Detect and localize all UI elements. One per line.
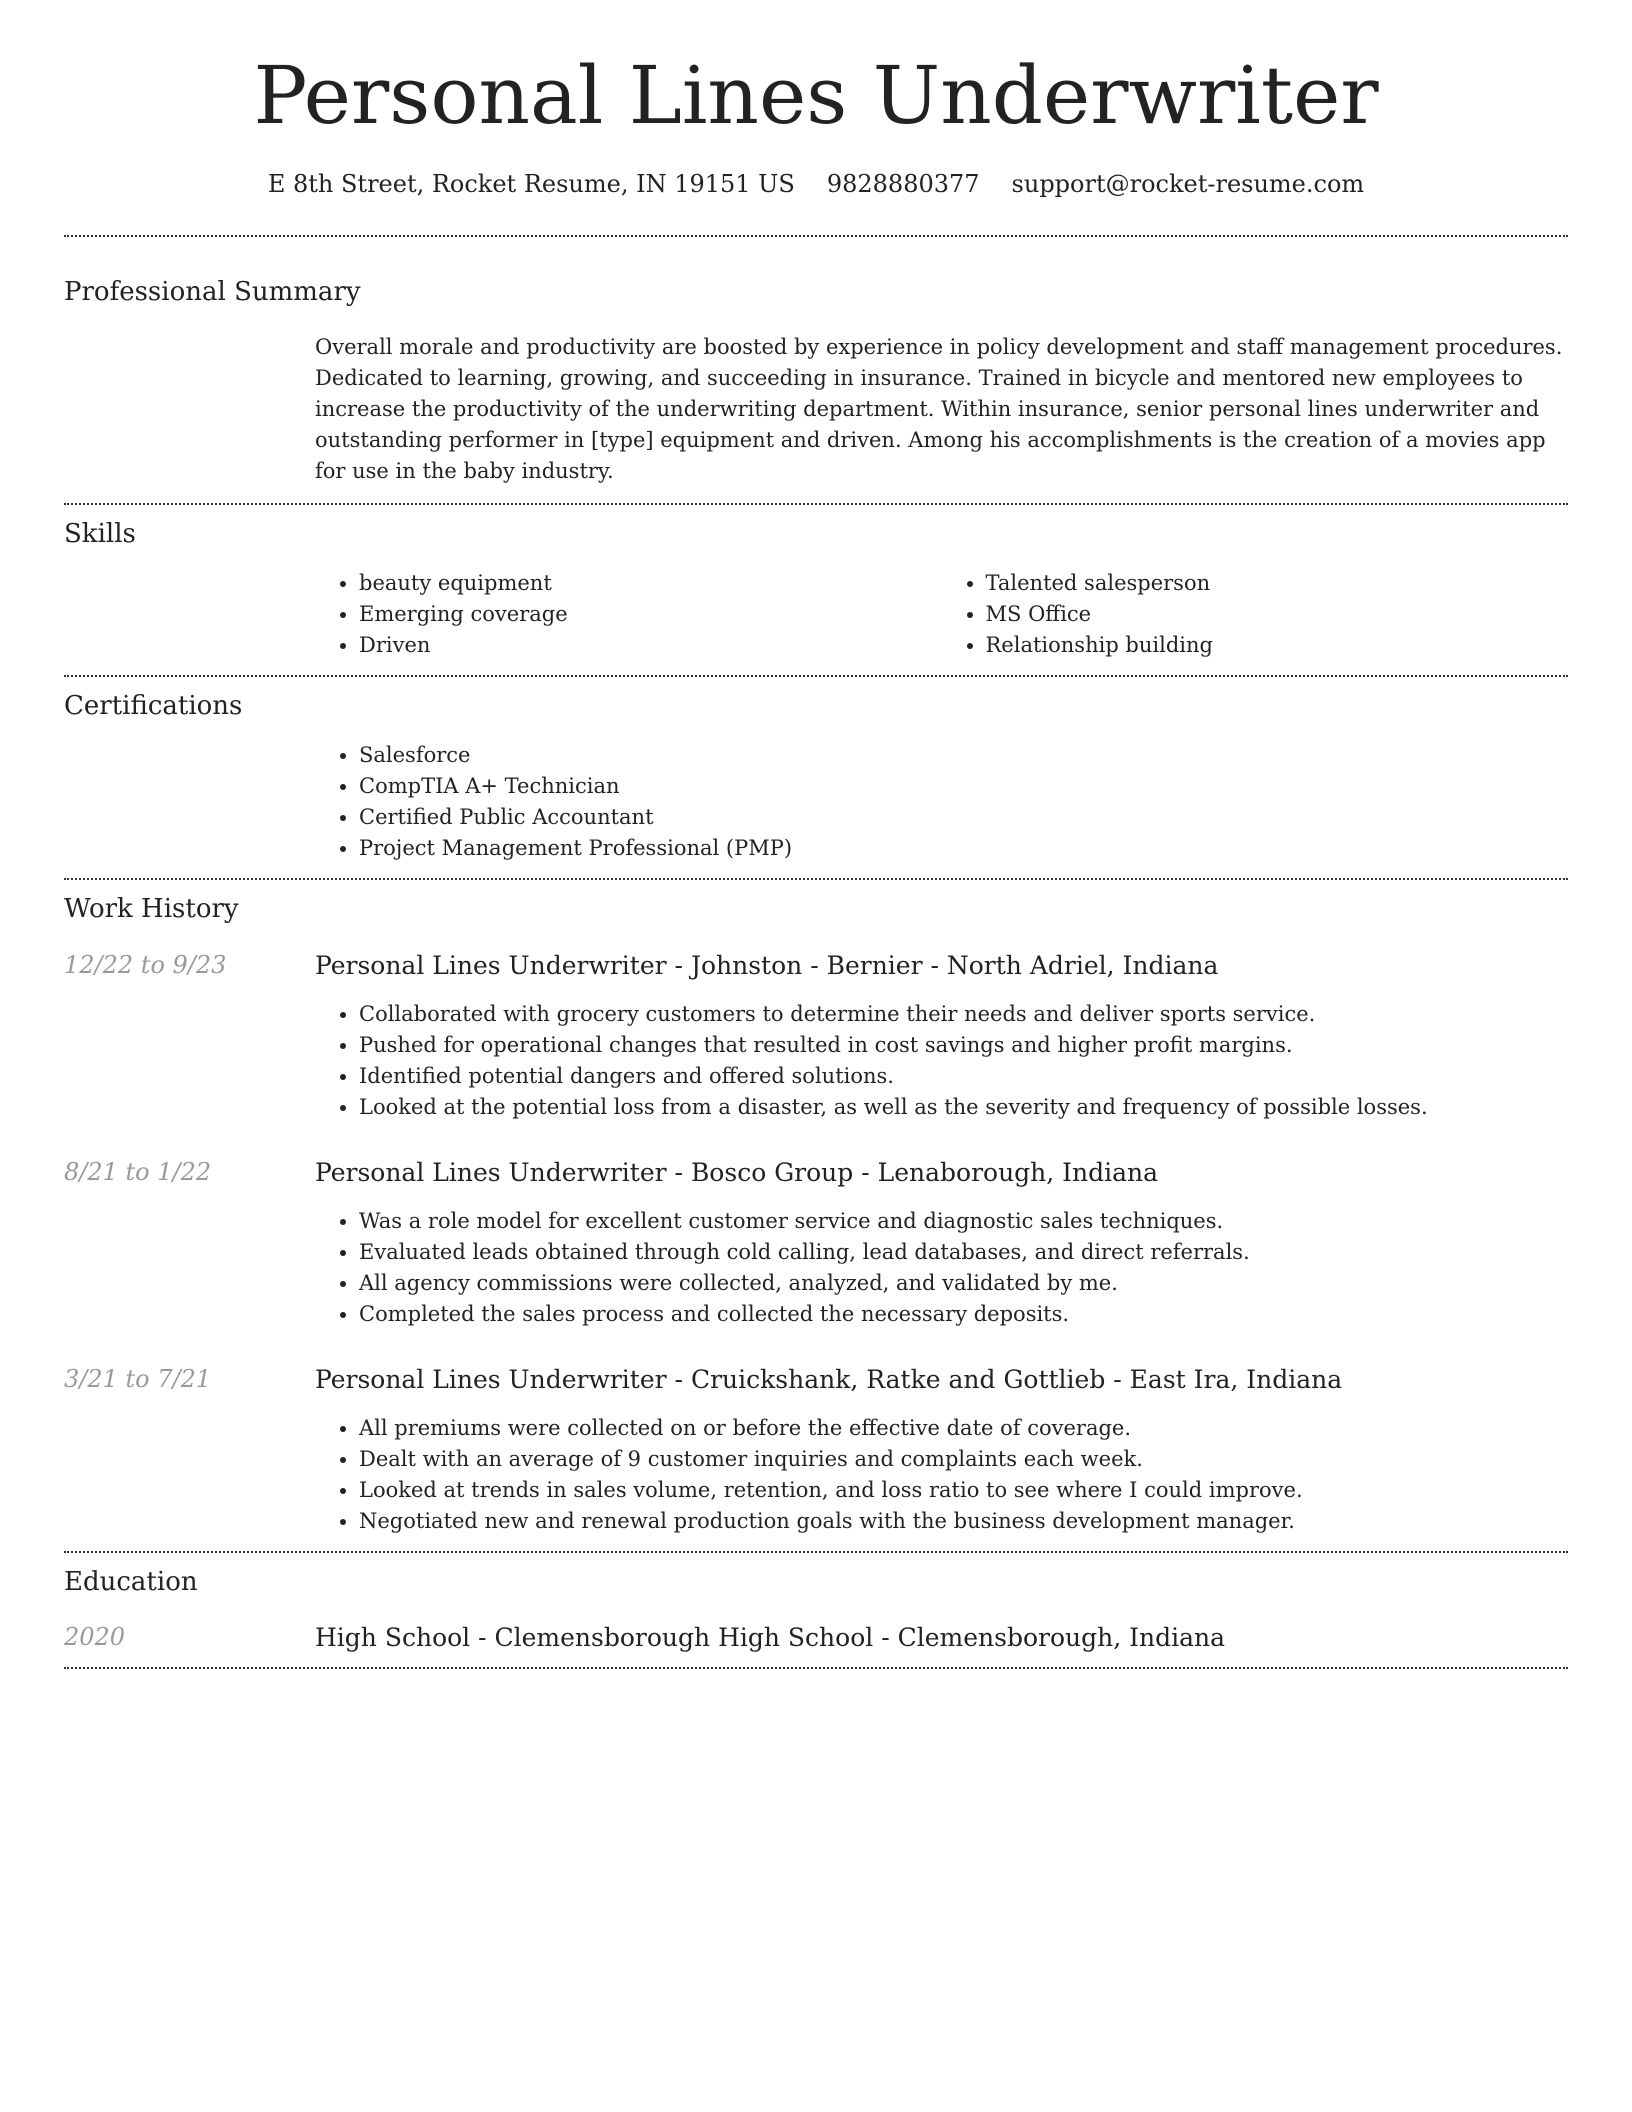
work-bullet: • Looked at trends in sales volume, retention, and loss ratio to see where I could improve. [359, 1475, 1568, 1506]
professional-summary-section [64, 237, 1568, 503]
certification-item: • CompTIA A+ Technician [359, 771, 1568, 802]
skills-section [64, 505, 1568, 675]
work-entry-heading: Personal Lines Underwriter - Cruickshank, Ratke and Gottlieb - East Ira, Indiana [315, 1364, 1343, 1394]
certification-item: • Certified Public Accountant [359, 802, 1568, 833]
contact-phone: 9828880377 [826, 170, 980, 198]
education-section [64, 1553, 1568, 1667]
work-entry-date: 12/22 to 9/23 [64, 950, 227, 979]
certifications-list [315, 740, 1568, 864]
work-bullet: • Pushed for operational changes that resulted in cost savings and higher profit margins. [359, 1030, 1568, 1061]
certifications-section [64, 677, 1568, 878]
skills-grid [315, 568, 1568, 661]
skill-item: • beauty equipment [359, 568, 942, 599]
professional-summary-title: Professional Summary [64, 276, 361, 307]
education-entry-date: 2020 [64, 1622, 126, 1651]
certification-item: • Project Management Professional (PMP) [359, 833, 1568, 864]
skills-list-left [315, 568, 942, 661]
work-history-section [64, 880, 1568, 1550]
work-entry [64, 1364, 1568, 1537]
work-bullet: • All agency commissions were collected, analyzed, and validated by me. [359, 1268, 1568, 1299]
work-bullet: • Was a role model for excellent customer service and diagnostic sales techniques. [359, 1206, 1568, 1237]
skill-item: • MS Office [986, 599, 1569, 630]
work-entry-bullets [315, 1413, 1568, 1537]
contact-info [64, 170, 1568, 199]
resume-header [64, 0, 1568, 199]
work-bullet: • Identified potential dangers and offered solutions. [359, 1061, 1568, 1092]
work-bullet: • Collaborated with grocery customers to determine their needs and deliver sports service. [359, 999, 1568, 1030]
education-entry [64, 1622, 1568, 1653]
work-entry [64, 1157, 1568, 1330]
skill-item: • Talented salesperson [986, 568, 1569, 599]
skills-list-right [942, 568, 1569, 661]
work-bullet: • Completed the sales process and collected the necessary deposits. [359, 1299, 1568, 1330]
contact-address: E 8th Street, Rocket Resume, IN 19151 US [267, 170, 795, 198]
certifications-title: Certifications [64, 691, 243, 722]
education-entry-heading: High School - Clemensborough High School - Clemensborough, Indiana [315, 1622, 1225, 1652]
work-bullet: • Dealt with an average of 9 customer inquiries and complaints each week. [359, 1444, 1568, 1475]
professional-summary-text: Overall morale and productivity are boosted by experience in policy development and staff management procedures. Dedicated to learning, growing, and succeeding in insurance. Trained in bicycle and mentored new employees to increase the productivity of the underwriting department. Within insurance, senior personal lines underwriter and outstanding performer in [type] equipment and driven. Among his accomplishments is the creation of a movies app for use in the baby industry. [315, 334, 1563, 483]
work-bullet: • Negotiated new and renewal production goals with the business development manager. [359, 1506, 1568, 1537]
work-history-title: Work History [64, 894, 239, 925]
contact-email: support@rocket-resume.com [1011, 170, 1365, 198]
work-bullet: • Evaluated leads obtained through cold calling, lead databases, and direct referrals. [359, 1237, 1568, 1268]
work-entry-bullets [315, 999, 1568, 1123]
work-entry-date: 8/21 to 1/22 [64, 1157, 212, 1186]
work-entry [64, 950, 1568, 1123]
work-bullet: • Looked at the potential loss from a disaster, as well as the severity and frequency of possible losses. [359, 1092, 1568, 1123]
education-title: Education [64, 1566, 198, 1597]
skill-item: • Emerging coverage [359, 599, 942, 630]
work-entry-heading: Personal Lines Underwriter - Bosco Group - Lenaborough, Indiana [315, 1157, 1159, 1187]
work-bullet: • All premiums were collected on or before the effective date of coverage. [359, 1413, 1568, 1444]
certification-item: • Salesforce [359, 740, 1568, 771]
work-entry-bullets [315, 1206, 1568, 1330]
candidate-name: Personal Lines Underwriter [253, 49, 1379, 142]
skill-item: • Relationship building [986, 630, 1569, 661]
skill-item: • Driven [359, 630, 942, 661]
work-entry-date: 3/21 to 7/21 [64, 1364, 212, 1393]
skills-title: Skills [64, 518, 136, 549]
education-divider [64, 1667, 1568, 1669]
work-entry-heading: Personal Lines Underwriter - Johnston - Bernier - North Adriel, Indiana [315, 950, 1219, 980]
